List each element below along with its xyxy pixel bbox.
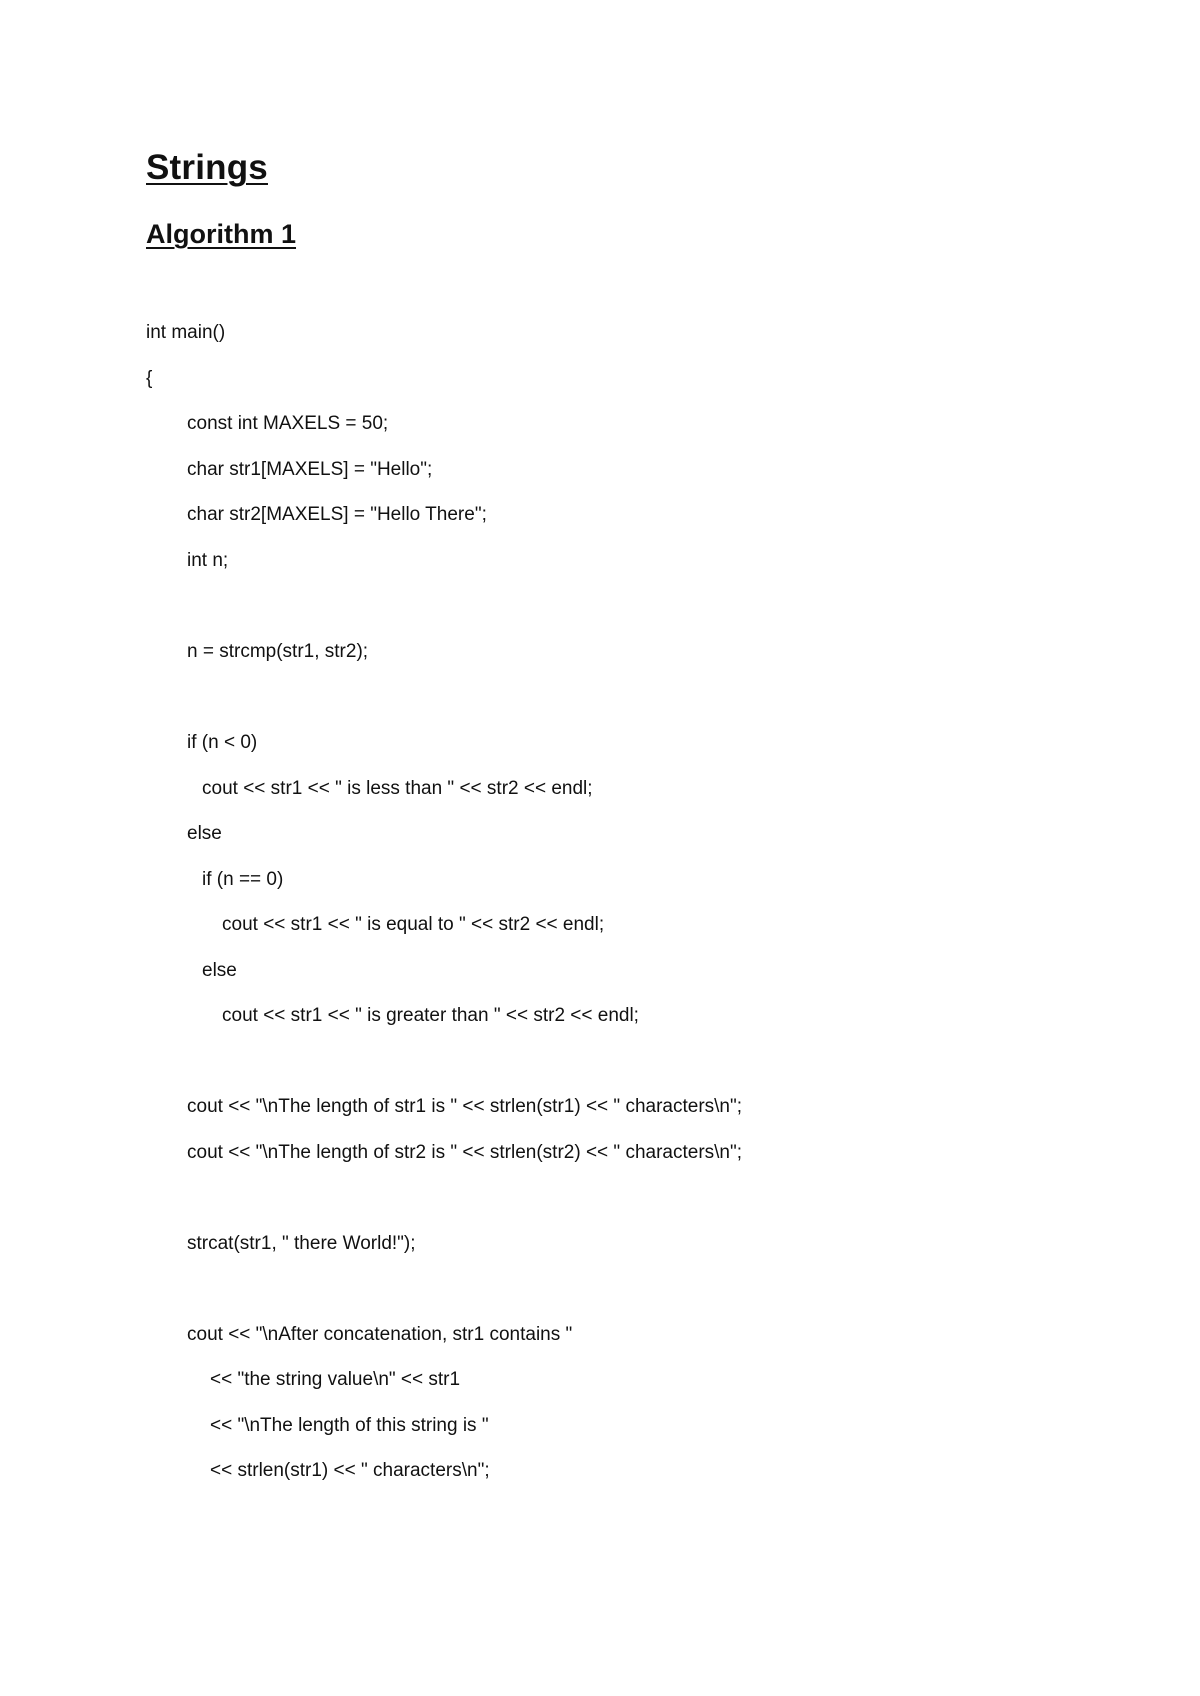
- code-line: cout << "\nThe length of str1 is " << strlen(str1) << " characters\n";: [187, 1096, 743, 1117]
- code-line: if (n == 0): [202, 869, 284, 890]
- code-line: cout << str1 << " is greater than " << str2 << endl;: [222, 1005, 639, 1026]
- code-line: const int MAXELS = 50;: [187, 413, 389, 434]
- code-line: if (n < 0): [187, 732, 258, 753]
- code-line: cout << str1 << " is less than " << str2 << endl;: [202, 778, 593, 799]
- code-line: n = strcmp(str1, str2);: [187, 641, 369, 662]
- code-line: char str1[MAXELS] = "Hello";: [187, 459, 433, 480]
- code-line: cout << "\nThe length of str2 is " << strlen(str2) << " characters\n";: [187, 1142, 743, 1163]
- code-line: << "\nThe length of this string is ": [210, 1415, 489, 1436]
- code-line: char str2[MAXELS] = "Hello There";: [187, 504, 487, 525]
- code-line: int main(): [146, 322, 226, 343]
- code-line: << "the string value\n" << str1: [210, 1369, 461, 1390]
- code-line: strcat(str1, " there World!");: [187, 1233, 416, 1254]
- code-line: else: [187, 823, 222, 844]
- section-heading: Algorithm 1: [146, 219, 297, 249]
- page-title: Strings: [146, 148, 268, 187]
- code-line: cout << str1 << " is equal to " << str2 << endl;: [222, 914, 605, 935]
- code-line: cout << "\nAfter concatenation, str1 contains ": [187, 1324, 573, 1345]
- code-line: else: [202, 960, 237, 981]
- code-line: << strlen(str1) << " characters\n";: [210, 1460, 490, 1481]
- code-line: int n;: [187, 550, 229, 571]
- code-line: {: [146, 368, 153, 389]
